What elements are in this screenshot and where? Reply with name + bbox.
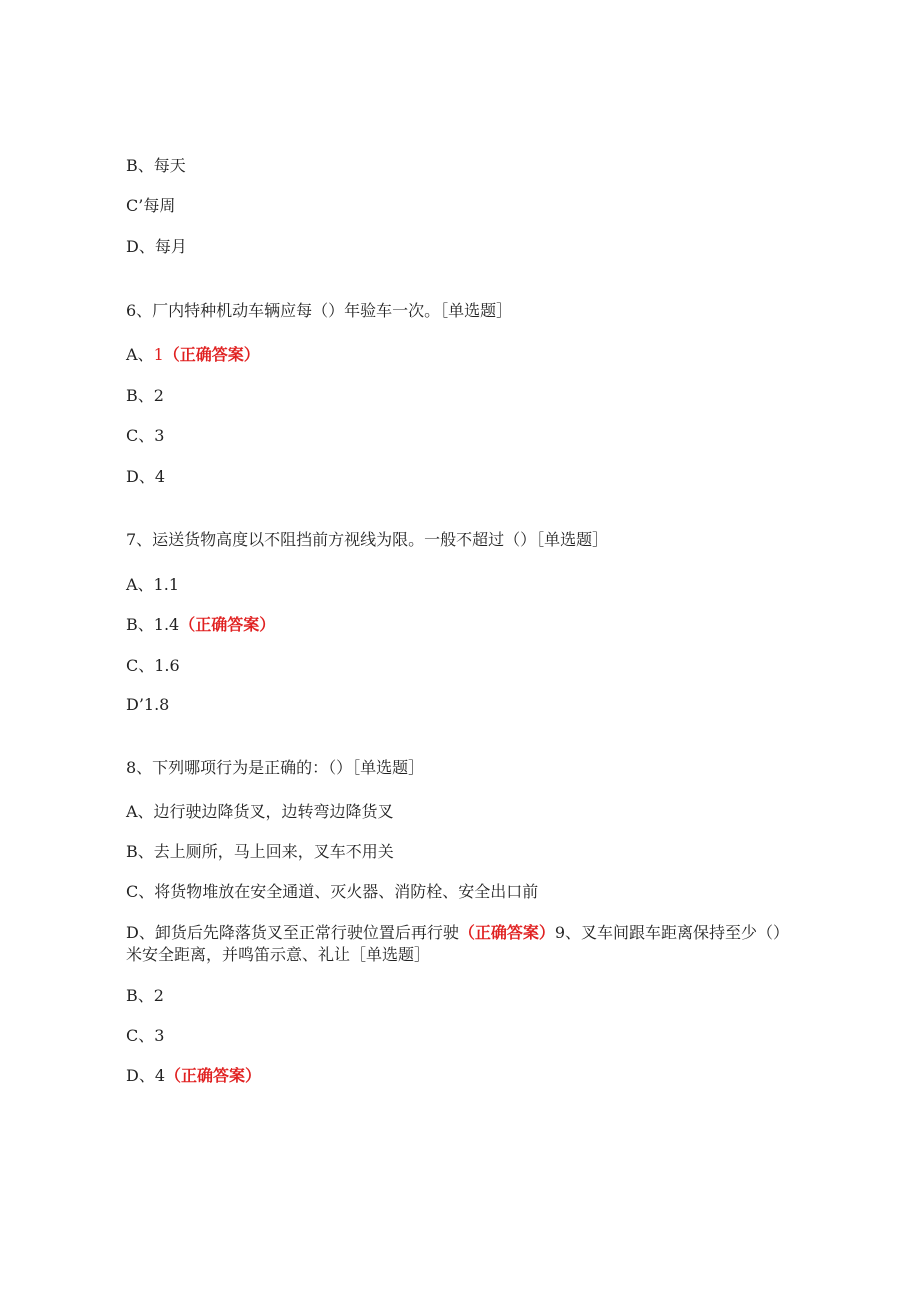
q5-option-d: D、每月 (126, 237, 187, 256)
correct-answer-mark: （正确答案） (179, 615, 276, 634)
q7-option-c: C、1.6 (126, 656, 180, 675)
q7-option-a: A、1.1 (126, 575, 180, 594)
q6-option-a-prefix: A、 (126, 345, 154, 364)
q6-option-b: B、2 (126, 386, 164, 405)
q5-option-c: C’每周 (126, 196, 176, 215)
q8-option-d-and-q9-question (126, 922, 786, 966)
correct-answer-mark: （正确答案） (163, 345, 260, 364)
q5-option-b: B、每天 (126, 156, 186, 175)
q6-option-d: D、4 (126, 467, 166, 486)
q6-question: 6、厂内特种机动车辆应每（）年验车一次。［单选题］ (126, 301, 513, 320)
correct-answer-mark: （正确答案） (165, 1066, 262, 1085)
q8-option-a: A、边行驶边降货叉，边转弯边降货叉 (126, 802, 394, 821)
q9-option-c: C、3 (126, 1026, 165, 1045)
q9-option-d-text: D、4 (126, 1066, 166, 1085)
q8-option-c: C、将货物堆放在安全通道、灭火器、消防栓、安全出口前 (126, 882, 539, 901)
q8-option-b: B、去上厕所，马上回来，叉车不用关 (126, 842, 394, 861)
q6-option-a-value: 1 (153, 345, 164, 364)
q8-question: 8、下列哪项行为是正确的：（）［单选题］ (126, 758, 425, 777)
q7-option-b (126, 614, 275, 636)
q7-option-d: D’1.8 (126, 695, 170, 714)
q6-option-c: C、3 (126, 426, 165, 445)
q6-option-a (126, 344, 260, 366)
q7-option-b-text: B、1.4 (126, 615, 180, 634)
q7-question: 7、运送货物高度以不阻挡前方视线为限。一般不超过（）［单选题］ (126, 530, 609, 549)
q9-question: 9、叉车间跟车距离保持至少（）米安全距离，并鸣笛示意、礼让［单选题］ (126, 923, 782, 964)
correct-answer-mark: （正确答案） (458, 923, 555, 942)
q9-option-d (126, 1065, 261, 1087)
q9-option-b: B、2 (126, 986, 164, 1005)
q8-option-d-text: D、卸货后先降落货叉至正常行驶位置后再行驶 (126, 923, 459, 942)
